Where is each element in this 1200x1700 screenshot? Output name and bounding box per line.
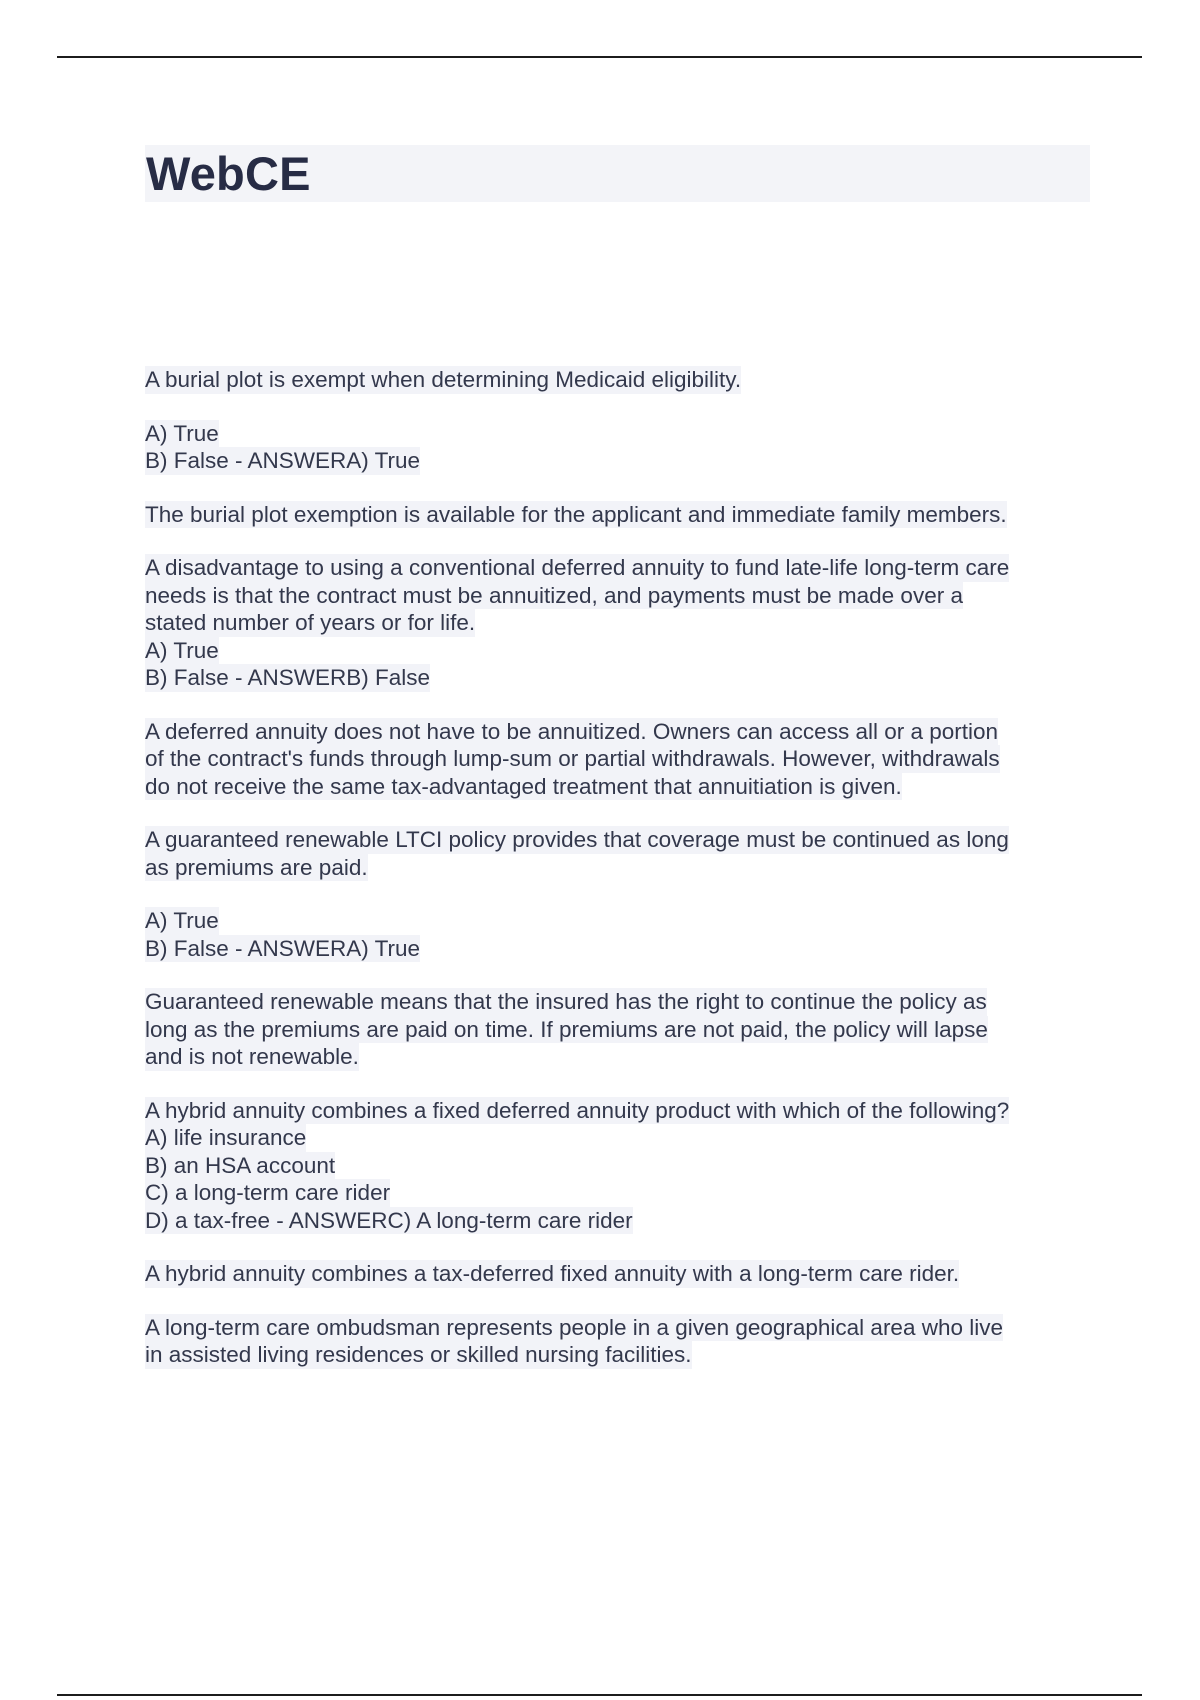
text-line: A disadvantage to using a conventional deferred annuity to fund late-life long-term care	[145, 555, 1010, 580]
question-3-text	[145, 826, 1090, 881]
option-line: C) a long-term care rider	[145, 1180, 391, 1205]
option-line: A) True	[145, 637, 219, 663]
question-3-options	[145, 907, 1090, 962]
question-2	[145, 554, 1090, 692]
question-5-text	[145, 1314, 1090, 1369]
text-line: stated number of years or for life.	[145, 610, 476, 635]
option-line: B) an HSA account	[145, 1152, 336, 1178]
answer-line: B) False - ANSWERA) True	[145, 935, 421, 961]
text-line: A deferred annuity does not have to be annuitized. Owners can access all or a portion	[145, 718, 999, 744]
text-line: The burial plot exemption is available for the applicant and immediate family members.	[145, 501, 1007, 527]
text-line: do not receive the same tax-advantaged treatment that annuitiation is given.	[145, 773, 902, 799]
question-4	[145, 1097, 1090, 1235]
option-line: A) life insurance	[145, 1125, 307, 1150]
question-1-options	[145, 420, 1090, 475]
question-2-explanation	[145, 718, 1090, 801]
text-line: A burial plot is exempt when determining Medicaid eligibility.	[145, 367, 742, 392]
footer-rule	[57, 1694, 1142, 1696]
text-line: A long-term care ombudsman represents people in a given geographical area who live	[145, 1314, 1003, 1340]
option-line: A) True	[145, 420, 219, 446]
text-line: Guaranteed renewable means that the insured has the right to continue the policy as	[145, 989, 987, 1014]
document-body	[145, 366, 1090, 1369]
answer-line: B) False - ANSWERA) True	[145, 448, 421, 473]
header-rule	[57, 56, 1142, 58]
text-line: and is not renewable.	[145, 1044, 359, 1069]
question-1-text	[145, 366, 1090, 394]
text-line: needs is that the contract must be annuitized, and payments must be made over a	[145, 582, 963, 608]
text-line: A hybrid annuity combines a fixed deferred annuity product with which of the following?	[145, 1097, 1010, 1123]
text-line: of the contract's funds through lump-sum or partial withdrawals. However, withdrawals	[145, 746, 1000, 771]
text-line: in assisted living residences or skilled nursing facilities.	[145, 1342, 692, 1367]
text-line: long as the premiums are paid on time. If premiums are not paid, the policy will lapse	[145, 1016, 988, 1042]
answer-line: B) False - ANSWERB) False	[145, 665, 431, 690]
text-line: as premiums are paid.	[145, 854, 368, 880]
page-title: WebCE	[146, 147, 311, 200]
text-line: A hybrid annuity combines a tax-deferred fixed annuity with a long-term care rider.	[145, 1261, 960, 1286]
question-3-explanation	[145, 988, 1090, 1071]
question-1-explanation	[145, 501, 1090, 529]
option-line: A) True	[145, 908, 219, 933]
text-line: A guaranteed renewable LTCI policy provides that coverage must be continued as long	[145, 827, 1009, 852]
answer-line: D) a tax-free - ANSWERC) A long-term care rider	[145, 1207, 633, 1233]
question-4-explanation	[145, 1260, 1090, 1288]
